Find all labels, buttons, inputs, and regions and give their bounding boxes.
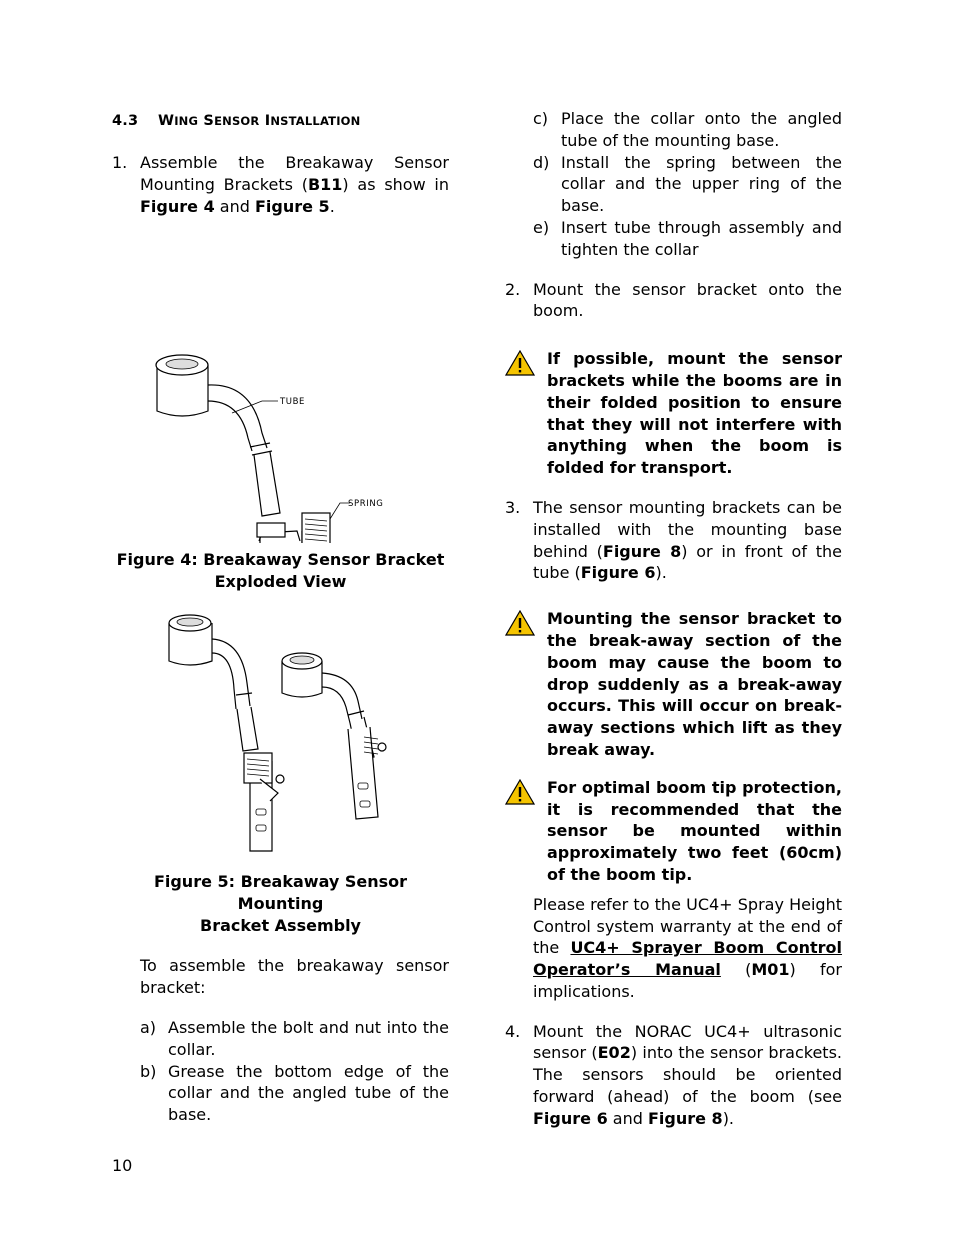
manual-reference: UC4+ Sprayer Boom Control Operator’s Manual	[533, 938, 843, 980]
substeps-right	[533, 108, 842, 261]
substep-c: c) Place the collar onto the angled tube of the mounting base.	[533, 109, 842, 150]
figure-5-assembly	[112, 611, 449, 857]
assemble-intro: To assemble the breakaway sensor bracket:	[140, 956, 449, 998]
substep-a: a) Assemble the bolt and nut into the collar.	[140, 1017, 449, 1059]
substep-e: e) Insert tube through assembly and tighten the collar	[533, 217, 842, 259]
step-3: 3. The sensor mounting brackets can be installed with the mounting base behind (Figure 8) or in front of the tube (Figure 6).	[505, 497, 842, 583]
substep-d: d) Install the spring between the collar and the upper ring of the base.	[533, 152, 842, 216]
warning-triangle-icon	[505, 777, 547, 809]
section-title: WING SENSOR INSTALLATION	[158, 113, 361, 129]
warning-3: For optimal boom tip protection, it is recommended that the sensor be mounted within approximately two feet (60cm) of the boom tip.	[505, 777, 842, 886]
step-2: 2. Mount the sensor bracket onto the boom.	[505, 279, 842, 321]
section-heading	[112, 108, 449, 134]
label-tube: TUBE	[280, 397, 306, 408]
left-column	[112, 108, 449, 1126]
step-1: 1. Assemble the Breakaway Sensor Mounting Brackets (B11) as show in Figure 4 and Figure 5.	[112, 153, 450, 216]
figure-4-caption: Figure 4: Breakaway Sensor Bracket Exploded View	[116, 550, 445, 592]
warning-triangle-icon	[505, 608, 547, 640]
step-4: 4. Mount the NORAC UC4+ ultrasonic sensor (E02) into the sensor brackets. The sensors should be oriented forward (ahead) of the boom (see Figure 6 and Figure 8).	[505, 1021, 842, 1128]
warning-1: If possible, mount the sensor brackets while the booms are in their folded position to ensure that they will not interfere with anything when the boom is folded for transport.	[505, 348, 842, 479]
warning-triangle-icon	[505, 348, 547, 380]
right-column	[505, 108, 842, 1130]
section-number: 4.3	[112, 113, 139, 129]
substeps-left	[140, 1017, 449, 1126]
page-number: 10	[112, 1156, 133, 1175]
warning-2: Mounting the sensor bracket to the break-away section of the boom may cause the boom to drop suddenly as a break-away occurs. This will occur on break-away sections which lift as they break away.	[505, 608, 842, 761]
warranty-paragraph: Please refer to the UC4+ Spray Height Control system warranty at the end of the UC4+ Sprayer Boom Control Operator’s Manual (M01) for implications.	[533, 894, 843, 1001]
substep-b: b) Grease the bottom edge of the collar and the angled tube of the base.	[140, 1061, 449, 1125]
figure-5-caption: Figure 5: Breakaway Sensor Mounting Bracket Assembly	[153, 872, 408, 936]
label-spring: SPRING	[348, 499, 384, 510]
figure-4-exploded-view	[112, 233, 449, 543]
